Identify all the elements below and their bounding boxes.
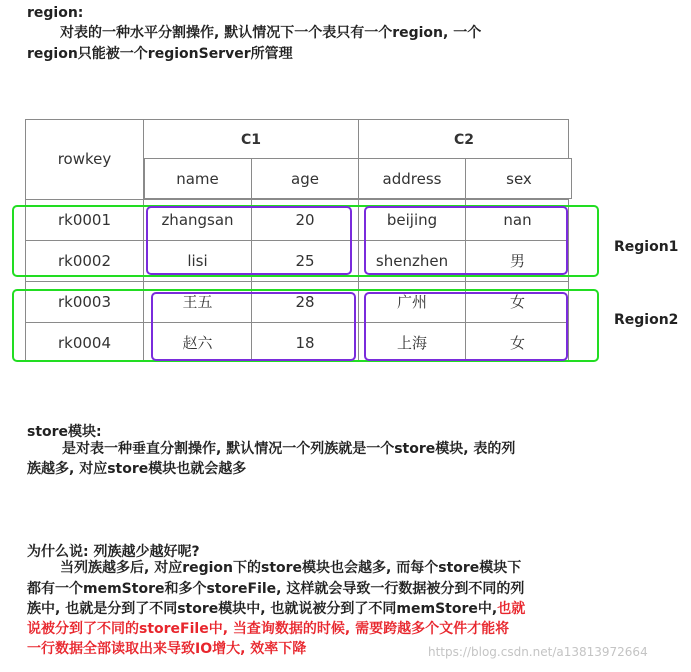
region-desc-line-1: 对表的一种水平分割操作, 默认情况下一个表只有一个region, 一个 bbox=[60, 25, 482, 41]
why-red-line-2: 一行数据全部读取出来导致IO增大, 效率下降 bbox=[27, 641, 307, 657]
region1-label: Region1 bbox=[614, 239, 679, 255]
row3-sex: 女 bbox=[509, 293, 525, 311]
store-desc-line-2: 族越多, 对应store模块也就会越多 bbox=[27, 461, 247, 477]
row4-age: 18 bbox=[295, 334, 315, 352]
row4-address: 上海 bbox=[396, 334, 427, 352]
row3-name: 王五 bbox=[182, 293, 213, 311]
row1-rowkey: rk0001 bbox=[57, 211, 112, 229]
row2-age: 25 bbox=[295, 252, 315, 270]
column-sex-header: sex bbox=[506, 170, 532, 188]
why-heading: 为什么说: 列族越少越好呢? bbox=[27, 544, 200, 560]
why-line-3-red: 也就 bbox=[497, 601, 526, 617]
row4-name: 赵六 bbox=[182, 334, 213, 352]
store-c1-region1-box bbox=[146, 206, 352, 275]
row4-sex: 女 bbox=[509, 334, 525, 352]
row1-age: 20 bbox=[295, 211, 315, 229]
row2-sex: 男 bbox=[509, 252, 525, 270]
region2-label: Region2 bbox=[614, 312, 679, 328]
row3-rowkey: rk0003 bbox=[57, 293, 112, 311]
why-line-3 bbox=[27, 599, 525, 620]
family-c1-header: C1 bbox=[240, 132, 261, 148]
region-desc-line-2: region只能被一个regionServer所管理 bbox=[27, 46, 293, 62]
grid-line bbox=[25, 199, 569, 200]
row2-name: lisi bbox=[187, 252, 208, 270]
store-c2-region2-box bbox=[364, 292, 568, 361]
row1-address: beijing bbox=[386, 211, 438, 229]
region-heading: region: bbox=[27, 5, 84, 21]
rowkey-header: rowkey bbox=[57, 150, 112, 168]
store-heading: store模块: bbox=[27, 424, 102, 440]
row4-rowkey: rk0004 bbox=[57, 334, 112, 352]
column-age-header: age bbox=[291, 170, 319, 188]
row3-age: 28 bbox=[295, 293, 315, 311]
row2-rowkey: rk0002 bbox=[57, 252, 112, 270]
why-line-2: 都有一个memStore和多个storeFile, 这样就会导致一行数据被分到不同的列 bbox=[27, 581, 525, 597]
row1-name: zhangsan bbox=[161, 211, 234, 229]
why-red-line-1: 说被分到了不同的storeFile中, 当查询数据的时候, 需要跨越多个文件才能将 bbox=[27, 621, 510, 637]
store-c2-region1-box bbox=[364, 206, 568, 275]
row1-sex: nan bbox=[503, 211, 532, 229]
row2-address: shenzhen bbox=[375, 252, 449, 270]
column-address-header: address bbox=[382, 170, 442, 188]
store-c1-region2-box bbox=[151, 292, 356, 361]
family-c2-header: C2 bbox=[453, 132, 474, 148]
why-line-3-text: 族中, 也就是分到了不同store模块中, 也就说被分到了不同memStore中, bbox=[27, 601, 498, 617]
store-desc-line-1: 是对表一种垂直分割操作, 默认情况一个列族就是一个store模块, 表的列 bbox=[62, 441, 516, 457]
why-line-1: 当列族越多后, 对应region下的store模块也会越多, 而每个store模块下 bbox=[60, 560, 522, 576]
column-name-header: name bbox=[176, 170, 219, 188]
grid-line bbox=[25, 281, 569, 282]
watermark: https://blog.csdn.net/a13813972664 bbox=[428, 645, 648, 659]
row3-address: 广州 bbox=[396, 293, 427, 311]
